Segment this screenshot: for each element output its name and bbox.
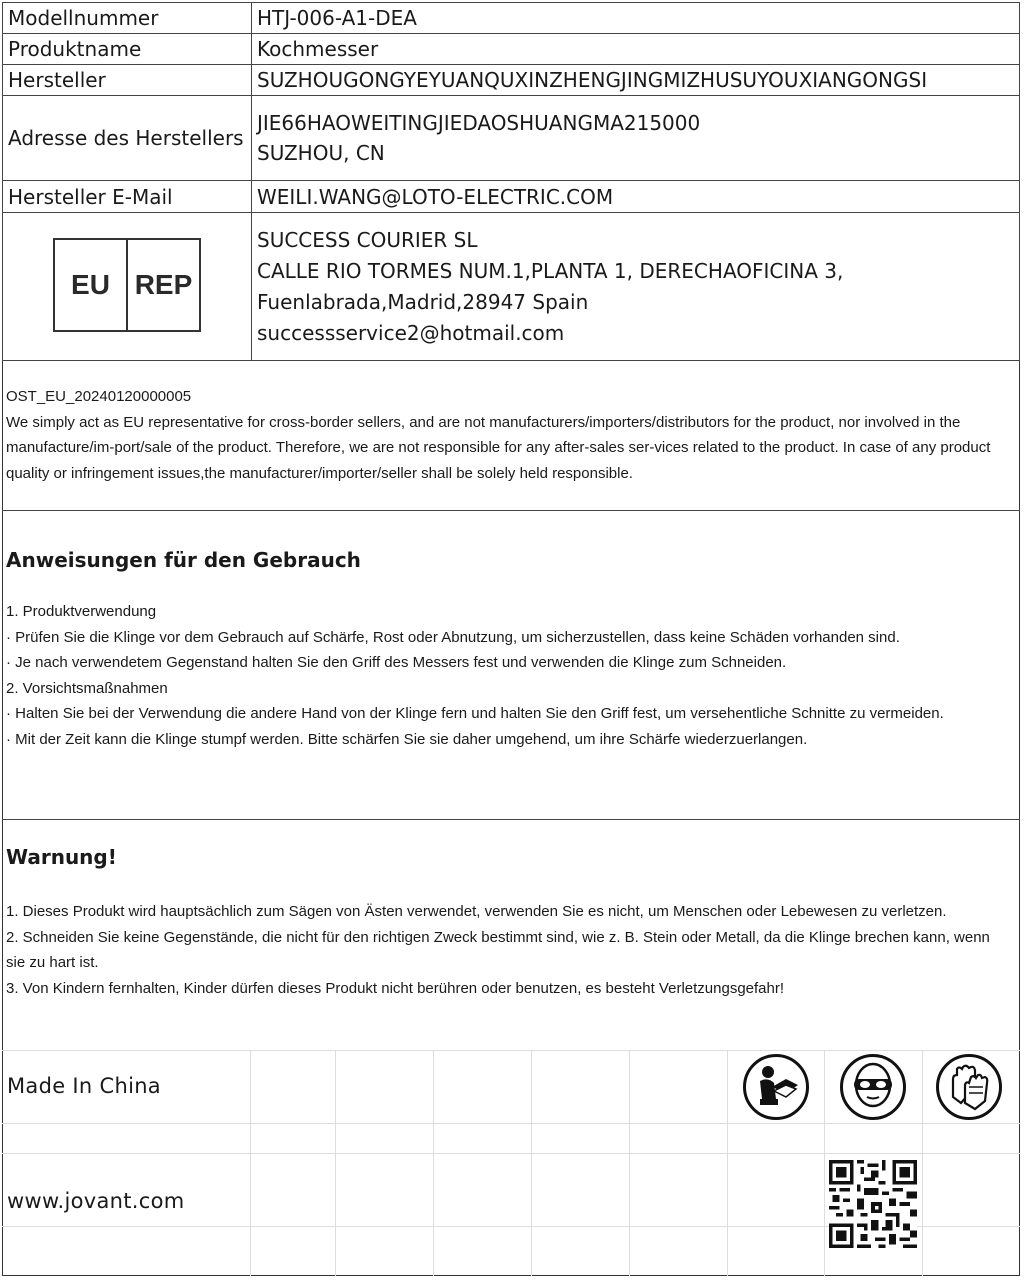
instructions-title: Anweisungen für den Gebrauch — [6, 548, 361, 572]
row-manufacturer — [3, 65, 1020, 96]
read-manual-icon — [743, 1054, 809, 1120]
safety-goggles-icon — [840, 1054, 906, 1120]
divider — [2, 510, 1020, 511]
disclaimer-text: We simply act as EU representative for cross-border sellers, and are not manufacturers/importers/distributors for the product, nor involved in the manufacture/im-port/sale of the product. Therefore, we are not responsible for any after-sales ser-vices related to the product. In case of any product quality or infringement issues,the manufacturer/importer/seller shall be solely held responsible. — [6, 413, 991, 482]
rep-badge-text: REP — [134, 269, 193, 300]
grid-line — [250, 1050, 251, 1276]
grid-line — [629, 1050, 630, 1276]
row-model — [3, 3, 1020, 34]
grid-line — [2, 1153, 1020, 1154]
address-line-2: SUZHOU, CN — [257, 141, 385, 165]
warning-line: 3. Von Kindern fernhalten, Kinder dürfen dieses Produkt nicht berühren oder benutzen, es besteht Verletzungsgefahr! — [6, 979, 785, 997]
disclaimer-section — [6, 384, 1010, 486]
grid-line — [824, 1050, 825, 1276]
grid-line — [2, 1050, 1020, 1051]
warning-section — [6, 845, 1010, 1001]
instruction-line: · Prüfen Sie die Klinge vor dem Gebrauch auf Schärfe, Rost oder Abnutzung, um sicherzustellen, dass keine Schäden vorhanden sind. — [6, 628, 900, 646]
product-label: Produktname — [3, 34, 252, 65]
eu-rep-line: SUCCESS COURIER SL — [257, 227, 478, 252]
product-value: Kochmesser — [252, 34, 1020, 65]
manufacturer-value: SUZHOUGONGYEYUANQUXINZHENGJINGMIZHUSUYOUXIANGONGSI — [252, 65, 1020, 96]
warning-line: 2. Schneiden Sie keine Gegenstände, die nicht für den richtigen Zweck bestimmt sind, wie z. B. Stein oder Metall, da die Klinge brechen kann, wenn sie zu hart ist. — [6, 928, 990, 971]
instruction-line: 2. Vorsichtsmaßnahmen — [6, 679, 168, 697]
instruction-line: · Mit der Zeit kann die Klinge stumpf werden. Bitte schärfen Sie sie daher umgehend, um ihre Schärfe wiederzuerlangen. — [6, 730, 808, 748]
eu-rep-address — [252, 213, 1020, 361]
eu-rep-line: successservice2@hotmail.com — [257, 320, 565, 345]
address-label: Adresse des Herstellers — [3, 96, 252, 181]
row-address — [3, 96, 1020, 181]
made-in-label: Made In China — [7, 1074, 161, 1098]
grid-line — [531, 1050, 532, 1276]
grid-line — [335, 1050, 336, 1276]
instruction-line: · Halten Sie bei der Verwendung die andere Hand von der Klinge fern und halten Sie den Griff fest, um versehentliche Schnitte zu vermeiden. — [6, 705, 944, 722]
eu-rep-line: CALLE RIO TORMES NUM.1,PLANTA 1, DERECHAOFICINA 3, — [257, 258, 844, 283]
instruction-line: · Je nach verwendetem Gegenstand halten Sie den Griff des Messers fest und verwenden die Klinge zum Schneiden. — [6, 654, 787, 671]
row-email — [3, 181, 1020, 213]
protective-gloves-icon — [936, 1054, 1002, 1120]
instruction-line: 1. Produktverwendung — [6, 603, 157, 620]
warning-title: Warnung! — [6, 845, 117, 869]
row-product — [3, 34, 1020, 65]
address-value — [252, 96, 1020, 181]
grid-line — [922, 1050, 923, 1276]
email-label: Hersteller E-Mail — [3, 181, 252, 213]
eu-badge-text: EU — [55, 240, 128, 330]
address-line-1: JIE66HAOWEITINGJIEDAOSHUANGMA215000 — [257, 111, 701, 135]
instructions-section — [6, 548, 1010, 752]
manufacturer-label: Hersteller — [3, 65, 252, 96]
eu-rep-badge — [53, 238, 201, 332]
warning-line: 1. Dieses Produkt wird hauptsächlich zum Sägen von Ästen verwendet, verwenden Sie es nicht, um Menschen oder Lebewesen zu verletzen. — [6, 903, 947, 920]
website-link[interactable]: www.jovant.com — [7, 1189, 185, 1213]
grid-line — [727, 1050, 728, 1276]
email-value: WEILI.WANG@LOTO-ELECTRIC.COM — [252, 181, 1020, 213]
divider — [2, 819, 1020, 820]
qr-code[interactable] — [828, 1160, 918, 1248]
disclaimer-code: OST_EU_20240120000005 — [6, 388, 192, 405]
grid-line — [433, 1050, 434, 1276]
model-value: HTJ-006-A1-DEA — [252, 3, 1020, 34]
eu-rep-line: Fuenlabrada,Madrid,28947 Spain — [257, 289, 589, 314]
model-label: Modellnummer — [3, 3, 252, 34]
grid-line — [2, 1123, 1020, 1124]
